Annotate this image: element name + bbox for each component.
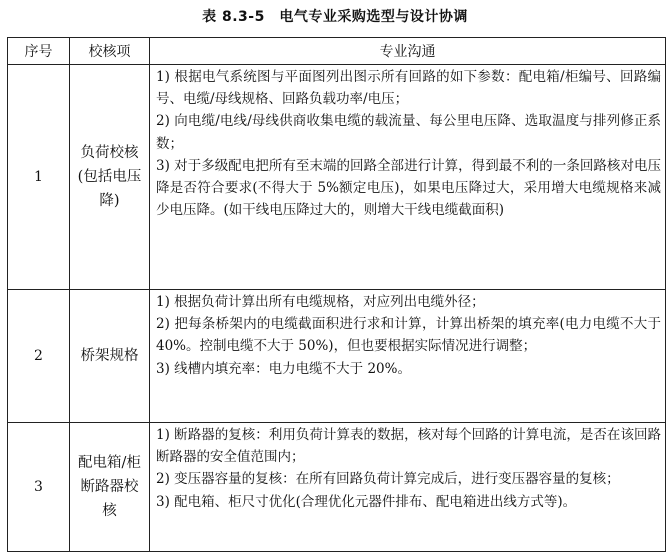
- content-line: 2) 把每条桥架内的电缆截面积进行求和计算，计算出桥架的填充率(电力电缆不大于 40%。控制电缆不大于 50%)，但也要根据实际情况进行调整；: [156, 316, 661, 355]
- content-line: 1) 根据电气系统图与平面图列出图示所有回路的如下参数：配电箱/柜编号、回路编号、电缆/母线规格、回路负载功率/电压；: [156, 69, 661, 108]
- table-caption: 表 8.3-5 电气专业采购选型与设计协调: [202, 9, 468, 25]
- table-row: [8, 290, 666, 423]
- content-line: 3) 线槽内填充率：电力电缆不大于 20%。: [156, 360, 411, 377]
- content-line: 2) 向电缆/电线/母线供商收集电缆的载流量、每公里电压降、选取温度与排列修正系数；: [156, 113, 661, 152]
- communication-content: [150, 423, 666, 552]
- row-number: 1: [8, 65, 70, 290]
- header-no: 序号: [8, 38, 70, 65]
- table-row: [8, 423, 666, 552]
- table-header-row: [8, 38, 666, 65]
- content-line: 1) 断路器的复核：利用负荷计算表的数据，核对每个回路的计算电流，是否在该回路断路器的安全值范围内；: [156, 427, 661, 466]
- content-line: 2) 变压器容量的复核：在所有回路负荷计算完成后，进行变压器容量的复核；: [156, 471, 620, 488]
- check-item: 配电箱/柜断路器校核: [70, 423, 150, 552]
- spec-table: [7, 37, 666, 552]
- row-number: 2: [8, 290, 70, 423]
- check-item: 桥架规格: [70, 290, 150, 423]
- communication-content: [150, 65, 666, 290]
- content-line: 3) 配电箱、柜尺寸优化(合理优化元器件排布、配电箱进出线方式等)。: [156, 493, 577, 510]
- header-content: 专业沟通: [150, 38, 666, 65]
- content-line: 1) 根据负荷计算出所有电缆规格，对应列出电缆外径；: [156, 294, 485, 310]
- check-item: 负荷校核(包括电压降): [70, 65, 150, 290]
- content-line: 3) 对于多级配电把所有至末端的回路全部进行计算，得到最不利的一条回路核对电压降是否符合要求(不得大于 5%额定电压)，如果电压降过大，采用增大电缆规格来减少电压降。(如干线电压降过大的，则增大干线电缆截面积): [156, 157, 661, 219]
- communication-content: [150, 290, 666, 423]
- row-number: 3: [8, 423, 70, 552]
- header-item: 校核项: [70, 38, 150, 65]
- table-row: [8, 65, 666, 290]
